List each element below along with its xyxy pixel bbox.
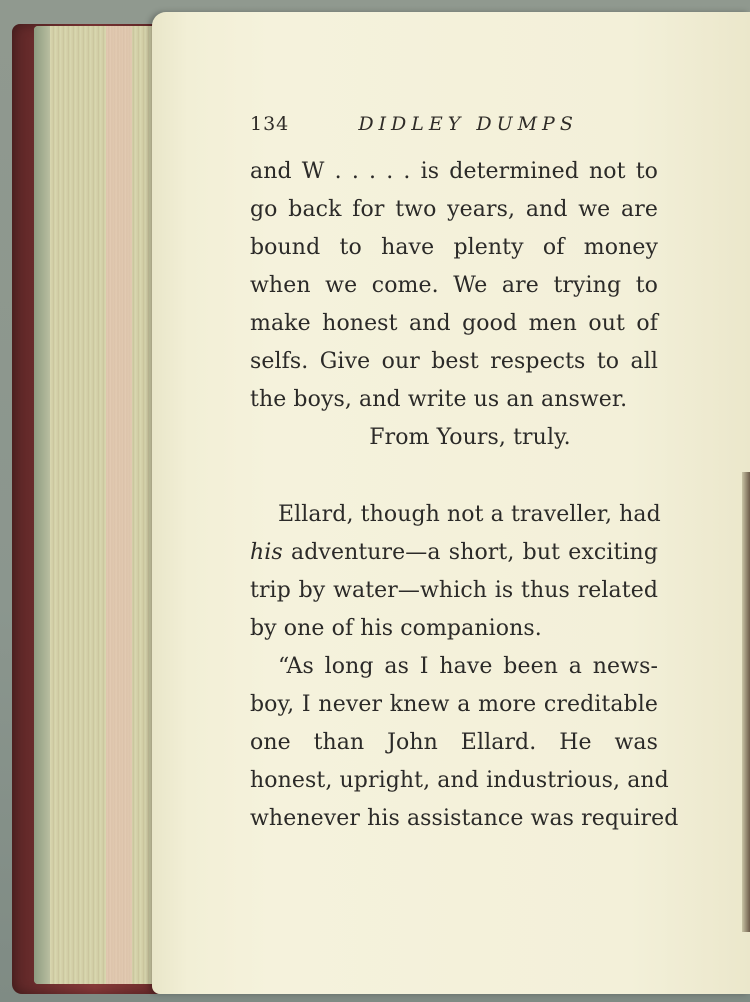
running-head — [250, 113, 680, 135]
page-number: 134 — [250, 113, 290, 135]
letter-signature: From Yours, truly. — [369, 425, 571, 450]
italic-word: his — [250, 540, 283, 565]
page-edges — [34, 26, 160, 984]
text-line: make honest and good men out of — [250, 311, 658, 336]
text-line: whenever his assistance was required — [250, 806, 679, 831]
book-page — [152, 12, 750, 994]
text-line: by one of his companions. — [250, 616, 542, 641]
text-line: when we come. We are trying to — [250, 273, 658, 298]
text-line: Ellard, though not a traveller, had — [278, 502, 661, 527]
text-line: one than John Ellard. He was — [250, 730, 658, 755]
text-fragment: adventure—a short, but exciting — [291, 540, 658, 565]
text-line: the boys, and write us an answer. — [250, 387, 628, 412]
text-line: “As long as I have been a news- — [278, 654, 658, 679]
text-line: go back for two years, and we are — [250, 197, 658, 222]
text-line: selfs. Give our best respects to all — [250, 349, 658, 374]
book-title: DIDLEY DUMPS — [358, 113, 578, 135]
text-line: trip by water—which is thus related — [250, 578, 658, 603]
text-line: honest, upright, and industrious, and — [250, 768, 669, 793]
text-line — [250, 537, 658, 569]
text-line: boy, I never knew a more creditable — [250, 692, 658, 717]
text-line: and W . . . . . is determined not to — [250, 159, 658, 184]
page-edge-shadow — [742, 472, 750, 932]
page-text — [250, 156, 679, 856]
text-line: bound to have plenty of money — [250, 235, 658, 260]
